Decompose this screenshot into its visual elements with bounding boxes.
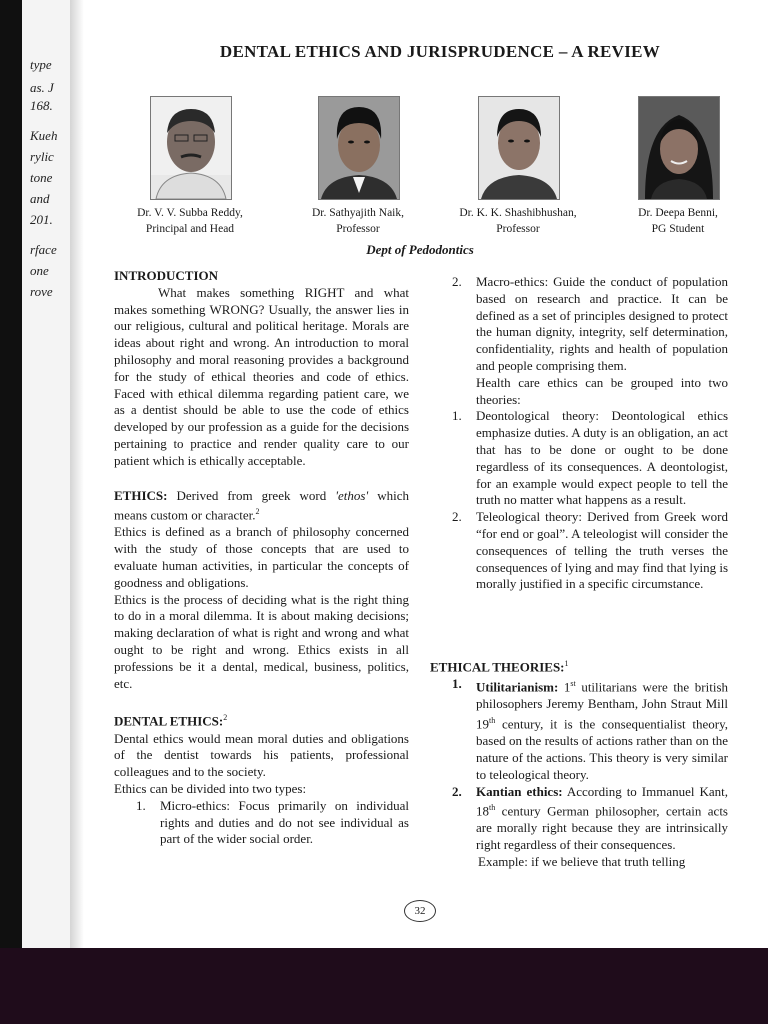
dental-ethics-paragraph-2: Ethics can be divided into two types: <box>114 780 307 796</box>
author-name: Dr. K. K. Shashibhushan, <box>459 207 577 219</box>
ordinal-suffix: th <box>489 716 496 726</box>
prev-fragment: 168. <box>30 98 53 113</box>
list-text-part: 1 <box>558 679 571 695</box>
prev-fragment: Kueh <box>30 128 58 143</box>
kantian-ethics-term: Kantian ethics: <box>476 783 563 799</box>
author-caption-4 <box>598 205 758 237</box>
ethics-paragraph-2: Ethics is defined as a branch of philosophy concerned with the study of those concepts that are used to evaluate human activities, in particular the concepts of goodness and obligations. <box>114 524 409 590</box>
list-text: Macro-ethics: Guide the conduct of population based on research and practice. It can be defined as a set of principles designed to protect the human dignity, integrity, self determination, confidentiality, rights and health of population and people comprising them. <box>476 274 728 373</box>
author-name: Dr. V. V. Subba Reddy, <box>137 207 243 219</box>
section-heading-ethical-theories: ETHICAL THEORIES: <box>430 659 565 675</box>
department-label: Dept of Pedodontics <box>366 242 474 257</box>
section-heading-ethics: ETHICS: <box>114 487 168 503</box>
list-number: 2. <box>452 783 462 799</box>
list-text: Teleological theory: Derived from Greek word “for end or goal”. A teleologist will consider the consequences of telling the truth verses the consequences of lying and may find that lying is morally justified in a specific circumstance. <box>476 509 729 592</box>
author-role: Professor <box>496 223 540 235</box>
prev-fragment: one <box>30 263 49 278</box>
utilitarianism-item <box>430 676 728 783</box>
list-text-part: century, it is the consequentialist theory, based on the results of actions rather than on the nature of the actions. This theory is very similar to teleological theory. <box>476 716 728 782</box>
list-text <box>476 676 728 783</box>
author-photo-4 <box>638 96 720 200</box>
list-number: 1. <box>136 797 146 813</box>
page-number: 32 <box>404 900 436 922</box>
ethos-term: 'ethos' <box>335 487 369 503</box>
deontological-item <box>452 408 728 509</box>
ethics-definition-paragraph <box>114 488 409 525</box>
kantian-ethics-item <box>430 784 728 855</box>
author-name: Dr. Deepa Benni, <box>638 207 718 219</box>
author-caption-1 <box>110 205 270 237</box>
prev-fragment: as. J <box>30 80 54 95</box>
prev-fragment: type <box>30 57 52 72</box>
prev-fragment: rove <box>30 284 53 299</box>
author-caption-2 <box>278 205 438 237</box>
scan-bottom-edge <box>0 948 768 1024</box>
dental-ethics-paragraph-1: Dental ethics would mean moral duties and obligations of the dentist towards his patients, professional colleagues and to the society. <box>114 730 409 780</box>
author-role: Principal and Head <box>145 223 235 235</box>
ethical-theories-heading-line <box>430 656 728 676</box>
author-photo-3 <box>478 96 560 200</box>
reference-marker: 1 <box>564 659 569 668</box>
intro-paragraph: What makes something RIGHT and what makes something WRONG? Usually, the answer lies in our religious, cultural and political heritage. Morals are ideas about right and wrong. An introduction to moral philosophy and moral reasoning provides a background for the study of ethical theories and code of ethics. Faced with ethical dilemma regarding patient care, we as a dentist should be able to use the code of ethics developed by our profession as a guide for the decisions pertaining to practice and render quality care to our patient which is ethically acceptable. <box>114 284 409 468</box>
list-text: Micro-ethics: Focus primarily on individual rights and duties and do not see individual as part of the wider social order. <box>160 797 409 847</box>
health-care-ethics-text: Health care ethics can be grouped into two theories: <box>476 374 728 407</box>
prev-fragment: rylic <box>30 149 54 164</box>
right-column-lower <box>430 656 728 871</box>
teleological-item <box>452 509 728 593</box>
page-fold-shadow <box>70 0 84 950</box>
prev-fragment: and <box>30 191 50 206</box>
prev-fragment: 201. <box>30 212 53 227</box>
utilitarianism-term: Utilitarianism: <box>476 679 559 695</box>
author-photo-2 <box>318 96 400 200</box>
article-title: DENTAL ETHICS AND JURISPRUDENCE – A REVIEW <box>219 42 661 61</box>
dental-ethics-heading-line <box>114 710 409 730</box>
ordinal-suffix: th <box>489 803 496 813</box>
list-text-part: century German philosopher, certain acts are morally right because they are intrinsically right regardless of their consequences. <box>476 803 728 853</box>
author-photo-1 <box>150 96 232 200</box>
prev-fragment: rface <box>30 242 57 257</box>
ordinal-suffix: st <box>570 679 576 689</box>
list-text: Deontological theory: Deontological ethics emphasize duties. A duty is an obligation, an act that has to be done or ought to be done regardless of its consequences. A deontologist, for an example would expect people to tell the truth no matter what happens as a result. <box>476 408 728 508</box>
right-column <box>452 274 728 593</box>
left-column <box>114 268 409 848</box>
section-heading-dental-ethics: DENTAL ETHICS: <box>114 713 224 729</box>
macro-ethics-item <box>452 274 728 375</box>
ethics-paragraph-3: Ethics is the process of deciding what is the right thing to do in a moral dilemma. It is about making decisions; making declaration of what is right and wrong and what ought to be right and wrong. Ethics exists in all professions be it a dental, medical, business, politics, etc. <box>114 591 409 691</box>
list-number: 1. <box>452 408 462 424</box>
prev-fragment: tone <box>30 170 53 185</box>
author-role: Professor <box>336 223 380 235</box>
example-text: Example: if we believe that truth telling <box>478 854 686 870</box>
ethics-lead-text: Derived from greek word <box>167 487 336 503</box>
author-caption-3 <box>438 205 598 237</box>
author-name: Dr. Sathyajith Naik, <box>312 207 404 219</box>
section-heading-introduction: INTRODUCTION <box>114 268 219 283</box>
reference-marker: 2 <box>255 507 260 517</box>
ethics-tail-text: which means custom or character. <box>114 487 409 523</box>
list-text <box>476 784 728 855</box>
list-number: 2. <box>452 274 462 289</box>
list-number: 1. <box>452 676 462 692</box>
list-number: 2. <box>452 509 462 525</box>
reference-marker: 2 <box>223 713 228 723</box>
list-text-part: According to Immanuel Kant, 18 <box>476 783 728 819</box>
micro-ethics-item <box>114 798 409 848</box>
author-role: PG Student <box>651 223 705 235</box>
list-text-part: utilitarians were the british philosophers Jeremy Bentham, John Straut Mill 19 <box>476 679 728 732</box>
